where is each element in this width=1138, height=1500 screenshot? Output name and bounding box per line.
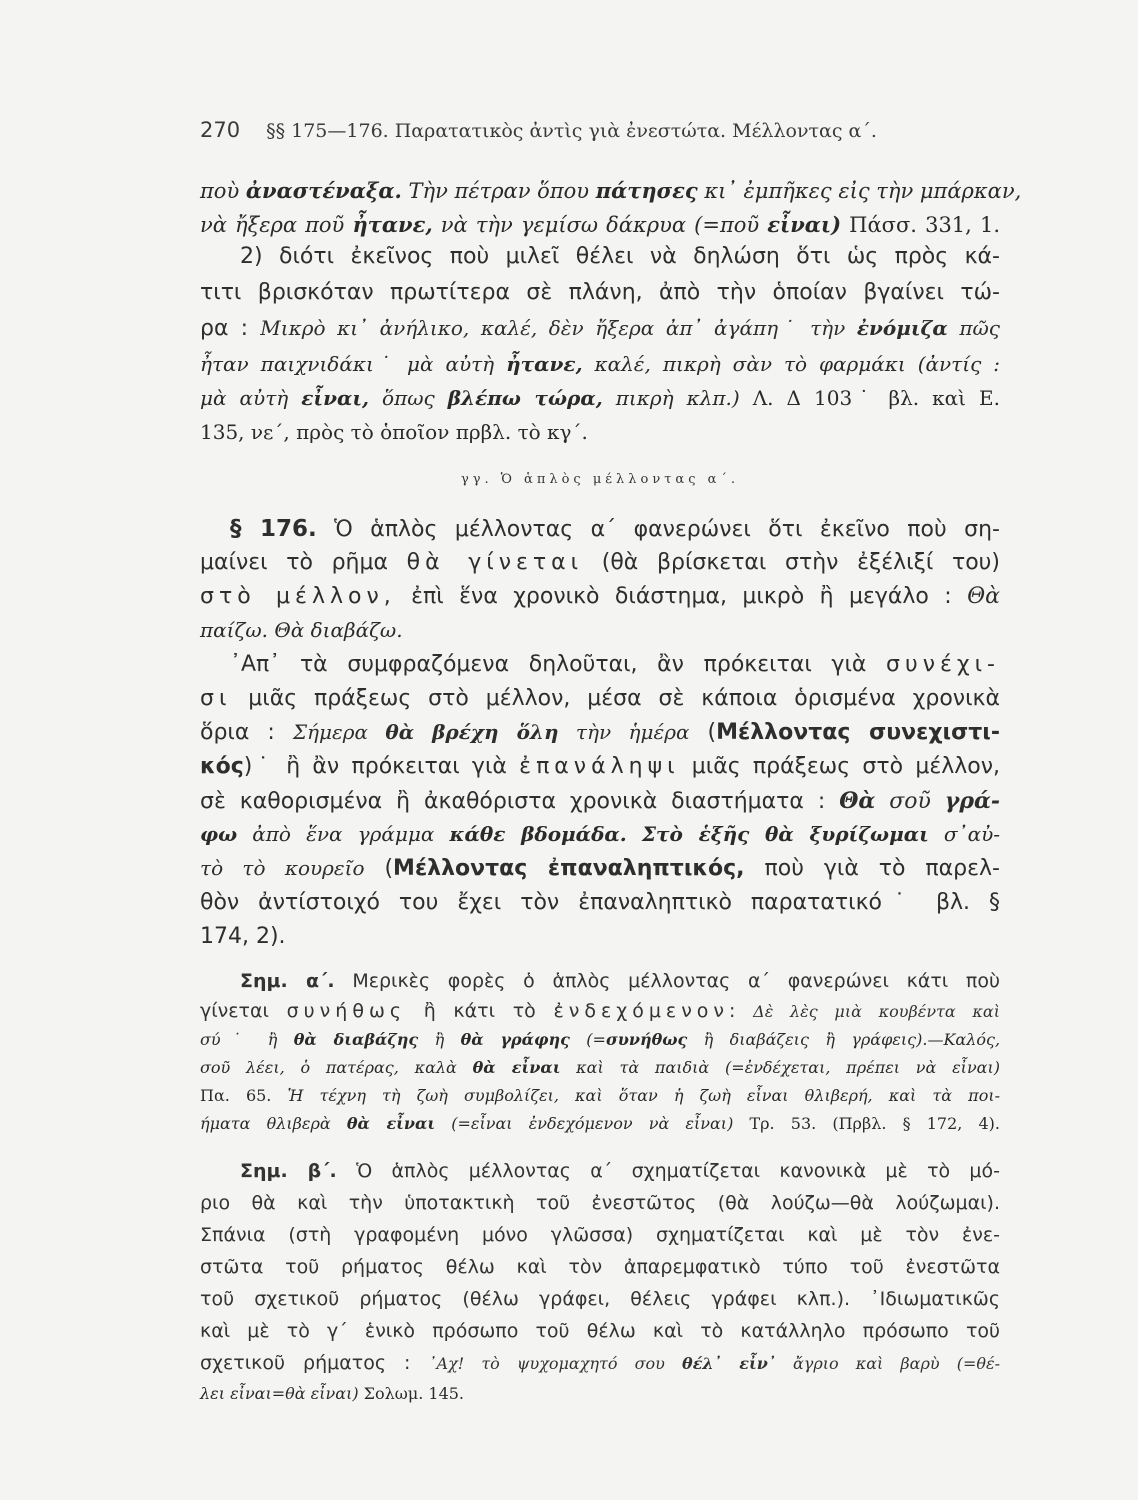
note-line: καὶ μὲ τὸ γ΄ ἑνικὸ πρόσωπο τοῦ θέλω καὶ τὸ κατάλληλο πρόσωπο τοῦ [200, 1320, 1000, 1342]
running-title: §§ 175—176. Παρατατικὸς ἀντὶς γιὰ ἐνεστώτα. Μέλλοντας α΄. [266, 120, 877, 142]
text-line: ὅρια : Σήμερα θὰ βρέχη ὅλη τὴν ἡμέρα (Μέλλοντας συνεχιστι- [200, 720, 1000, 745]
text-line: νὰ ἤξερα ποῦ ἦτανε, νὰ τὴν γεμίσω δάκρυα (=ποῦ εἶναι) Πάσσ. 331, 1. [200, 212, 1000, 237]
section-number: § 176. [230, 516, 317, 542]
text-line: παίζω. Θὰ διαβάζω. [200, 618, 403, 642]
note-line: σύ˙ ἢ θὰ διαβάζης ἢ θὰ γράφης (=συνήθως ἢ διαβάζεις ἢ γράφεις).—Καλός, [200, 1030, 1001, 1049]
note-line: λει εἶναι=θὰ εἶναι) Σολωμ. 145. [200, 1384, 465, 1403]
text-line: σὲ καθορισμένα ἢ ἀκαθόριστα χρονικὰ διαστήματα : Θὰ σοῦ γρά- [200, 788, 1001, 814]
text-line: ᾽Απ᾽ τὰ συμφραζόμενα δηλοῦται, ἂν πρόκειται γιὰ συνέχι- [230, 652, 1000, 677]
text-line: σι μιᾶς πράξεως στὸ μέλλον, μέσα σὲ κάποια ὁρισμένα χρονικὰ [200, 686, 1000, 711]
note-line: Σημ. α΄. Μερικὲς φορὲς ὁ ἁπλὸς μέλλοντας α΄ φανερώνει κάτι ποὺ [240, 970, 1000, 992]
text-line: 174, 2). [200, 924, 286, 949]
page-number: 270 [200, 118, 241, 142]
running-header [200, 118, 1000, 142]
text-line: τὸ τὸ κουρεῖο (Μέλλοντας ἐπαναληπτικός, ποὺ γιὰ τὸ παρελ- [200, 856, 1000, 881]
note-line: σχετικοῦ ρήματος : ᾽Αχ! τὸ ψυχομαχητό σου θέλ᾽ εἶν᾽ ἄγριο καὶ βαρὺ (=θέ- [200, 1352, 1001, 1374]
note-line: Σπάνια (στὴ γραφομένη μόνο γλῶσσα) σχηματίζεται καὶ μὲ τὸν ἐνε- [200, 1224, 1000, 1246]
text-line: § 176. Ὁ ἁπλὸς μέλλοντας α΄ φανερώνει ὅτι ἐκεῖνο ποὺ ση- [230, 516, 1000, 542]
text-line: μαίνει τὸ ρῆμα θὰ γίνεται (θὰ βρίσκεται στὴν ἐξέλιξί του) [200, 550, 1000, 575]
text-line: θὸν ἀντίστοιχό του ἔχει τὸν ἐπαναληπτικὸ παρατατικό˙ βλ. § [200, 890, 1000, 915]
note-line: ήματα θλιβερὰ θὰ εἶναι (=εἶναι ἐνδεχόμενον νὰ εἶναι) Τρ. 53. (Πρβλ. § 172, 4). [200, 1114, 1000, 1133]
note-line: ριο θὰ καὶ τὴν ὑποτακτικὴ τοῦ ἐνεστῶτος (θὰ λούζω—θὰ λούζωμαι). [200, 1192, 1000, 1214]
text-line: 135, νε΄, πρὸς τὸ ὁποῖον πρβλ. τὸ κγ΄. [200, 420, 588, 444]
text-line: φω ἀπὸ ἕνα γράμμα κάθε βδομάδα. Στὸ ἑξῆς θὰ ξυρίζωμαι σ᾽αὐ- [200, 822, 1000, 846]
text-line: ρα : Μικρὸ κι᾽ ἀνήλικο, καλέ, δὲν ἤξερα ἀπ᾽ ἀγάπη˙ τὴν ἐνόμιζα πῶς [200, 316, 1000, 341]
text-line: κός)˙ ἢ ἂν πρόκειται γιὰ ἐπανάληψι μιᾶς πράξεως στὸ μέλλον, [200, 754, 1000, 779]
note-line: στῶτα τοῦ ρήματος θέλω καὶ τὸν ἀπαρεμφατικὸ τύπο τοῦ ἐνεστῶτα [200, 1256, 1000, 1278]
note-line: Σημ. β΄. Ὁ ἁπλὸς μέλλοντας α΄ σχηματίζεται κανονικὰ μὲ τὸ μό- [240, 1160, 1000, 1182]
text-line: στὸ μέλλον, ἐπὶ ἕνα χρονικὸ διάστημα, μικρὸ ἢ μεγάλο : Θὰ [200, 584, 1000, 609]
note-line: Πα. 65. Ἡ τέχνη τὴ ζωὴ συμβολίζει, καὶ ὅταν ἡ ζωὴ εἶναι θλιβερή, καὶ τὰ ποι- [200, 1086, 1000, 1105]
text-line: τιτι βρισκόταν πρωτίτερα σὲ πλάνη, ἀπὸ τὴν ὁποίαν βγαίνει τώ- [200, 280, 1000, 305]
note-line: τοῦ σχετικοῦ ρήματος (θέλω γράφει, θέλεις γράφει κλπ.). ᾽Ιδιωματικῶς [200, 1288, 1000, 1310]
subsection-heading: γγ. Ὁ ἁπλὸς μέλλοντας α΄. [460, 472, 740, 487]
note-line: γίνεται συνήθως ἢ κάτι τὸ ἐνδεχόμενον: Δὲ λὲς μιὰ κουβέντα καὶ [200, 1000, 1000, 1022]
text-line: ποὺ ἀναστέναξα. Τὴν πέτραν ὅπου πάτησες κι᾽ ἐμπῆκες εἰς τὴν μπάρκαν, [200, 178, 1022, 203]
text-line: 2) διότι ἐκεῖνος ποὺ μιλεῖ θέλει νὰ δηλώση ὅτι ὡς πρὸς κά- [240, 244, 1000, 269]
text-line: ἦταν παιχνιδάκι˙ μὰ αὐτὴ ἦτανε, καλέ, πικρὴ σὰν τὸ φαρμάκι (ἀντίς : [200, 352, 1000, 376]
note-line: σοῦ λέει, ὁ πατέρας, καλὰ θὰ εἶναι καὶ τὰ παιδιὰ (=ἐνδέχεται, πρέπει νὰ εἶναι) [200, 1058, 1000, 1077]
text-line: μὰ αὐτὴ εἶναι, ὅπως βλέπω τώρα, πικρὴ κλπ.) Λ. Δ 103˙ βλ. καὶ Ε. [200, 386, 1000, 410]
note-label: Σημ. α΄. [240, 970, 335, 992]
note-label: Σημ. β΄. [240, 1160, 337, 1182]
